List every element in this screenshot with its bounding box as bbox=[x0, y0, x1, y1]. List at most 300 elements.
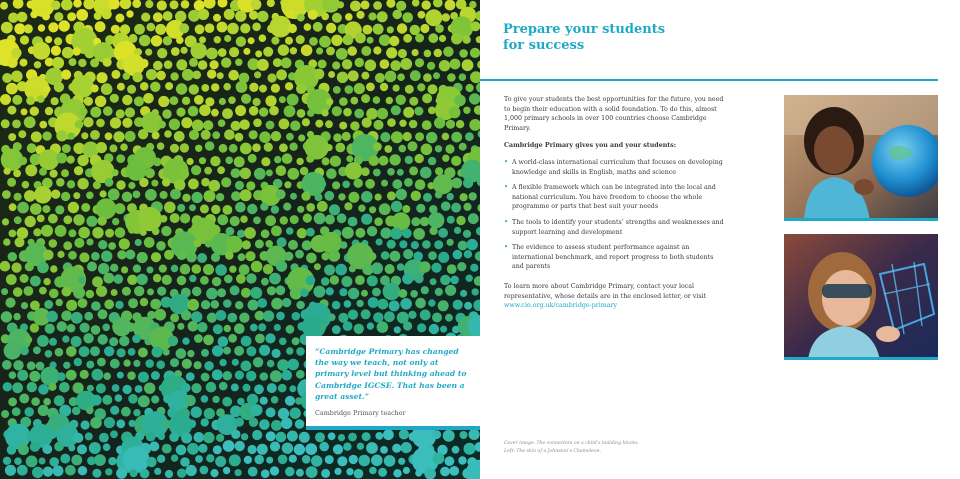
skin-scale bbox=[69, 58, 77, 66]
skin-scale bbox=[271, 131, 281, 141]
skin-scale bbox=[376, 238, 383, 245]
skin-scale bbox=[345, 85, 354, 94]
skin-scale bbox=[216, 434, 224, 442]
skin-scale bbox=[111, 25, 120, 34]
skin-scale bbox=[321, 13, 329, 21]
skin-scale bbox=[235, 105, 246, 116]
skin-scale bbox=[270, 441, 280, 451]
skin-scale bbox=[81, 420, 90, 429]
skin-scale bbox=[212, 131, 220, 139]
skin-scale bbox=[34, 186, 52, 204]
skin-scale bbox=[257, 11, 268, 22]
skin-scale bbox=[205, 141, 215, 151]
skin-scale bbox=[328, 432, 336, 440]
skin-scale bbox=[428, 107, 436, 115]
skin-scale bbox=[231, 121, 241, 131]
skin-scale bbox=[387, 26, 394, 33]
skin-scale bbox=[242, 240, 251, 249]
skin-scale bbox=[447, 193, 454, 200]
skin-scale bbox=[39, 149, 60, 170]
skin-scale bbox=[276, 432, 287, 443]
skin-scale bbox=[201, 84, 209, 92]
skin-scale bbox=[267, 360, 275, 368]
skin-scale bbox=[203, 120, 213, 130]
skin-scale bbox=[89, 442, 101, 454]
skin-scale bbox=[102, 9, 112, 19]
skin-scale bbox=[367, 37, 374, 44]
testimonial-quote-box bbox=[306, 336, 480, 430]
skin-scale bbox=[85, 432, 93, 440]
skin-scale bbox=[420, 217, 430, 227]
skin-scale bbox=[271, 37, 279, 45]
skin-scale bbox=[42, 12, 50, 20]
skin-scale bbox=[342, 59, 352, 69]
skin-scale bbox=[354, 83, 365, 94]
skin-scale bbox=[235, 10, 246, 21]
skin-scale bbox=[375, 432, 383, 440]
skin-scale bbox=[74, 166, 83, 175]
skin-scale bbox=[371, 262, 383, 274]
skin-scale bbox=[230, 285, 240, 295]
skin-scale bbox=[428, 84, 438, 94]
skin-scale bbox=[83, 333, 93, 343]
skin-scale bbox=[53, 465, 64, 476]
skin-scale bbox=[105, 178, 114, 187]
skin-scale bbox=[259, 419, 270, 430]
skin-scale bbox=[381, 251, 390, 260]
skin-scale bbox=[241, 433, 248, 440]
skin-scale bbox=[96, 286, 107, 297]
girl-with-goggles-illustration bbox=[784, 234, 938, 360]
skin-scale bbox=[348, 288, 359, 299]
skin-scale bbox=[116, 468, 127, 479]
skin-scale bbox=[54, 442, 64, 452]
skin-scale bbox=[57, 321, 67, 331]
skin-scale bbox=[266, 169, 273, 176]
skin-scale bbox=[422, 120, 432, 130]
skin-scale bbox=[394, 326, 401, 333]
skin-scale bbox=[266, 457, 273, 464]
skin-scale bbox=[315, 432, 325, 442]
skin-scale bbox=[91, 325, 101, 335]
skin-scale bbox=[197, 253, 207, 263]
skin-scale bbox=[197, 322, 207, 332]
skin-scale bbox=[325, 120, 333, 128]
skin-scale bbox=[181, 433, 192, 444]
skin-scale bbox=[219, 359, 226, 366]
skin-scale bbox=[290, 121, 300, 131]
skin-scale bbox=[298, 134, 305, 141]
skin-scale bbox=[369, 206, 376, 213]
skin-scale bbox=[290, 215, 299, 224]
skin-scale bbox=[145, 0, 153, 8]
skin-scale bbox=[259, 131, 271, 143]
skin-scale bbox=[62, 47, 74, 59]
skin-scale bbox=[42, 131, 51, 140]
skin-scale bbox=[122, 95, 132, 105]
skin-scale bbox=[96, 72, 107, 83]
skin-scale bbox=[432, 313, 442, 323]
skin-scale bbox=[87, 385, 94, 392]
skin-scale bbox=[95, 21, 106, 32]
skin-scale bbox=[45, 324, 55, 334]
skin-scale bbox=[470, 48, 480, 58]
skin-scale bbox=[317, 201, 328, 212]
skin-scale bbox=[165, 470, 173, 478]
photo-girl-with-goggles bbox=[784, 234, 938, 360]
skin-scale bbox=[427, 62, 435, 70]
skin-scale bbox=[74, 238, 84, 248]
skin-scale bbox=[451, 178, 462, 189]
skin-scale bbox=[182, 359, 192, 369]
skin-scale bbox=[367, 322, 374, 329]
photo-girl-with-globe bbox=[784, 95, 938, 221]
skin-scale bbox=[241, 336, 252, 347]
skin-scale bbox=[132, 335, 141, 344]
skin-scale bbox=[225, 236, 242, 253]
skin-scale bbox=[321, 469, 330, 478]
skin-scale bbox=[348, 70, 359, 81]
benefit-item bbox=[504, 158, 724, 177]
skin-scale bbox=[290, 288, 302, 300]
skin-scale bbox=[337, 456, 347, 466]
skin-scale bbox=[217, 22, 228, 33]
skin-scale bbox=[339, 288, 347, 296]
skin-scale bbox=[342, 181, 350, 189]
skin-scale bbox=[110, 406, 119, 415]
skin-scale bbox=[389, 154, 400, 165]
skin-scale bbox=[3, 382, 12, 391]
skin-scale bbox=[19, 394, 29, 404]
skin-scale bbox=[164, 202, 176, 214]
bullet-icon: • bbox=[504, 217, 509, 226]
skin-scale bbox=[104, 299, 114, 309]
skin-scale bbox=[349, 455, 358, 464]
skin-scale bbox=[145, 49, 152, 56]
skin-scale bbox=[438, 252, 449, 263]
skin-scale bbox=[447, 239, 454, 246]
skin-scale bbox=[315, 193, 323, 201]
skin-scale bbox=[14, 216, 22, 224]
skin-scale bbox=[373, 96, 381, 104]
skin-scale bbox=[66, 300, 77, 311]
skin-scale bbox=[229, 47, 239, 57]
skin-scale bbox=[134, 96, 144, 106]
skin-scale bbox=[63, 215, 72, 224]
skin-scale bbox=[181, 383, 190, 392]
skin-scale bbox=[192, 264, 202, 274]
skin-scale bbox=[265, 215, 276, 226]
skin-scale bbox=[380, 83, 388, 91]
skin-scale bbox=[224, 129, 235, 140]
skin-scale bbox=[434, 240, 443, 249]
skin-scale bbox=[151, 395, 159, 403]
skin-scale bbox=[296, 158, 303, 165]
skin-scale bbox=[74, 358, 82, 366]
skin-scale bbox=[445, 0, 456, 10]
skin-scale bbox=[54, 82, 64, 92]
skin-scale bbox=[284, 105, 296, 117]
skin-scale bbox=[49, 338, 57, 346]
skin-scale bbox=[399, 145, 407, 153]
skin-scale bbox=[48, 430, 57, 439]
skin-scale bbox=[13, 313, 20, 320]
skin-scale bbox=[25, 216, 36, 227]
skin-scale bbox=[287, 359, 299, 371]
skin-scale bbox=[403, 132, 412, 141]
skin-scale bbox=[332, 61, 340, 69]
skin-scale bbox=[223, 467, 230, 474]
skin-scale bbox=[332, 13, 342, 23]
skin-scale bbox=[240, 189, 252, 201]
skin-scale bbox=[152, 131, 160, 139]
skin-scale bbox=[222, 108, 233, 119]
skin-scale bbox=[194, 361, 202, 369]
skin-scale bbox=[163, 36, 172, 45]
skin-scale bbox=[215, 264, 227, 276]
skin-scale bbox=[47, 311, 58, 322]
skin-scale bbox=[128, 182, 135, 189]
skin-scale bbox=[30, 11, 38, 19]
skin-scale bbox=[379, 203, 391, 215]
skin-scale bbox=[253, 216, 261, 224]
skin-scale bbox=[234, 156, 245, 167]
skin-scale bbox=[333, 133, 342, 142]
skin-scale bbox=[361, 214, 372, 225]
skin-scale bbox=[228, 70, 239, 81]
skin-scale bbox=[91, 252, 100, 261]
skin-scale bbox=[141, 13, 150, 22]
skin-scale bbox=[61, 70, 71, 80]
benefits-list bbox=[504, 158, 724, 272]
skin-scale bbox=[153, 274, 161, 282]
skin-scale bbox=[467, 239, 478, 250]
skin-scale bbox=[276, 189, 286, 199]
skin-scale bbox=[468, 213, 479, 224]
skin-scale bbox=[374, 217, 383, 226]
skin-scale bbox=[225, 157, 233, 165]
skin-scale bbox=[348, 433, 357, 442]
skin-scale bbox=[0, 261, 10, 272]
skin-scale bbox=[206, 454, 214, 462]
skin-scale bbox=[240, 143, 252, 155]
skin-scale bbox=[428, 157, 436, 165]
skin-scale bbox=[321, 277, 330, 286]
skin-scale bbox=[103, 443, 111, 451]
skin-scale bbox=[37, 215, 45, 223]
page-title bbox=[503, 22, 763, 54]
skin-scale bbox=[243, 384, 251, 392]
skin-scale bbox=[182, 194, 190, 202]
skin-scale bbox=[405, 85, 414, 94]
skin-scale bbox=[157, 48, 167, 58]
skin-scale bbox=[101, 83, 113, 95]
skin-scale bbox=[188, 179, 199, 190]
skin-scale bbox=[191, 43, 207, 59]
skin-scale bbox=[301, 192, 310, 201]
skin-scale bbox=[30, 107, 39, 116]
skin-scale bbox=[223, 371, 232, 380]
skin-scale bbox=[415, 34, 424, 43]
skin-scale bbox=[246, 371, 256, 381]
skin-scale bbox=[55, 348, 64, 357]
skin-scale bbox=[200, 276, 209, 285]
skin-scale bbox=[12, 95, 22, 105]
skin-scale bbox=[440, 275, 450, 285]
skin-scale bbox=[340, 241, 348, 249]
skin-scale bbox=[176, 445, 187, 456]
skin-scale bbox=[350, 1, 361, 12]
skin-scale bbox=[326, 23, 336, 33]
skin-scale bbox=[254, 71, 261, 78]
skin-scale bbox=[405, 156, 413, 164]
skin-scale bbox=[138, 395, 150, 407]
skin-scale bbox=[373, 46, 381, 54]
skin-scale bbox=[249, 106, 259, 116]
skin-scale bbox=[153, 12, 163, 22]
skin-scale bbox=[306, 275, 316, 285]
skin-scale bbox=[158, 433, 166, 441]
skin-scale bbox=[136, 274, 147, 285]
skin-scale bbox=[8, 252, 17, 261]
skin-scale bbox=[192, 192, 203, 203]
skin-scale bbox=[248, 467, 258, 477]
skin-scale bbox=[428, 299, 435, 306]
skin-scale bbox=[367, 275, 378, 286]
skin-scale bbox=[78, 227, 90, 239]
skin-scale bbox=[127, 371, 136, 380]
skin-scale bbox=[235, 417, 244, 426]
skin-scale bbox=[341, 276, 352, 287]
skin-scale bbox=[319, 442, 329, 452]
skin-scale bbox=[8, 133, 16, 141]
skin-scale bbox=[122, 118, 132, 128]
skin-scale bbox=[325, 215, 335, 225]
skin-scale bbox=[472, 288, 479, 295]
skin-scale bbox=[234, 346, 244, 356]
skin-scale bbox=[282, 153, 293, 164]
skin-scale bbox=[355, 228, 365, 238]
skin-scale bbox=[179, 23, 189, 33]
skin-scale bbox=[287, 168, 299, 180]
skin-scale bbox=[186, 252, 196, 262]
skin-scale bbox=[7, 106, 16, 115]
skin-scale bbox=[62, 144, 71, 153]
skin-scale bbox=[456, 120, 464, 128]
skin-scale bbox=[115, 227, 126, 238]
skin-scale bbox=[211, 253, 220, 262]
skin-scale bbox=[0, 94, 11, 105]
skin-scale bbox=[210, 156, 220, 166]
skin-scale bbox=[204, 167, 212, 175]
skin-scale bbox=[198, 9, 209, 20]
skin-scale bbox=[308, 10, 318, 20]
skin-scale bbox=[355, 33, 366, 44]
skin-scale bbox=[469, 429, 480, 440]
skin-scale bbox=[206, 48, 218, 60]
skin-scale bbox=[181, 310, 191, 320]
skin-scale bbox=[116, 419, 125, 428]
cambridge-primary-link[interactable]: www.cie.org.uk/cambridge-primary bbox=[504, 302, 618, 310]
skin-scale bbox=[359, 455, 371, 467]
skin-scale bbox=[240, 23, 250, 33]
skin-scale bbox=[22, 181, 30, 189]
skin-scale bbox=[37, 95, 45, 103]
skin-scale bbox=[189, 130, 199, 140]
skin-scale bbox=[87, 262, 97, 272]
skin-scale bbox=[375, 73, 385, 83]
skin-scale bbox=[1, 410, 9, 418]
skin-scale bbox=[247, 204, 257, 214]
skin-scale bbox=[6, 274, 17, 285]
skin-scale bbox=[2, 73, 12, 83]
bullet-icon: • bbox=[504, 157, 509, 166]
skin-scale bbox=[27, 361, 36, 370]
skin-scale bbox=[43, 467, 53, 477]
skin-scale bbox=[161, 226, 171, 236]
skin-scale bbox=[280, 216, 288, 224]
skin-scale bbox=[12, 382, 23, 393]
skin-scale bbox=[300, 288, 309, 297]
skin-scale bbox=[252, 143, 261, 152]
skin-scale bbox=[181, 0, 190, 9]
skin-scale bbox=[122, 192, 132, 202]
skin-scale bbox=[398, 458, 405, 465]
skin-scale bbox=[415, 58, 424, 67]
skin-scale bbox=[54, 12, 63, 21]
skin-scale bbox=[415, 274, 424, 283]
skin-scale bbox=[454, 95, 466, 107]
skin-scale bbox=[7, 445, 17, 455]
skin-scale bbox=[408, 141, 418, 151]
skin-scale bbox=[138, 372, 149, 383]
skin-scale bbox=[33, 346, 41, 354]
skin-scale bbox=[56, 130, 67, 141]
skin-scale bbox=[285, 82, 293, 90]
skin-scale bbox=[263, 47, 273, 57]
skin-scale bbox=[367, 226, 377, 236]
skin-scale bbox=[363, 25, 373, 35]
skin-scale bbox=[68, 229, 76, 237]
skin-scale bbox=[466, 275, 473, 282]
skin-scale bbox=[385, 264, 395, 274]
skin-scale bbox=[14, 23, 25, 34]
skin-scale bbox=[221, 177, 231, 187]
skin-scale bbox=[144, 237, 155, 248]
skin-scale bbox=[379, 34, 391, 46]
skin-scale bbox=[11, 48, 21, 58]
skin-scale bbox=[170, 0, 179, 9]
skin-scale bbox=[344, 202, 352, 210]
skin-scale bbox=[397, 23, 407, 33]
skin-scale bbox=[273, 58, 282, 67]
skin-scale bbox=[279, 119, 290, 130]
skin-scale bbox=[235, 441, 245, 451]
skin-scale bbox=[431, 263, 441, 273]
skin-scale bbox=[335, 143, 345, 153]
skin-scale bbox=[409, 120, 418, 129]
skin-scale bbox=[421, 144, 433, 156]
skin-scale bbox=[420, 167, 432, 179]
skin-scale bbox=[108, 242, 116, 250]
skin-scale bbox=[204, 408, 215, 419]
skin-scale bbox=[435, 145, 442, 152]
skin-scale bbox=[43, 85, 51, 93]
skin-scale bbox=[111, 70, 120, 79]
skin-scale bbox=[326, 47, 335, 56]
skin-scale bbox=[246, 346, 256, 356]
skin-scale bbox=[421, 286, 429, 294]
